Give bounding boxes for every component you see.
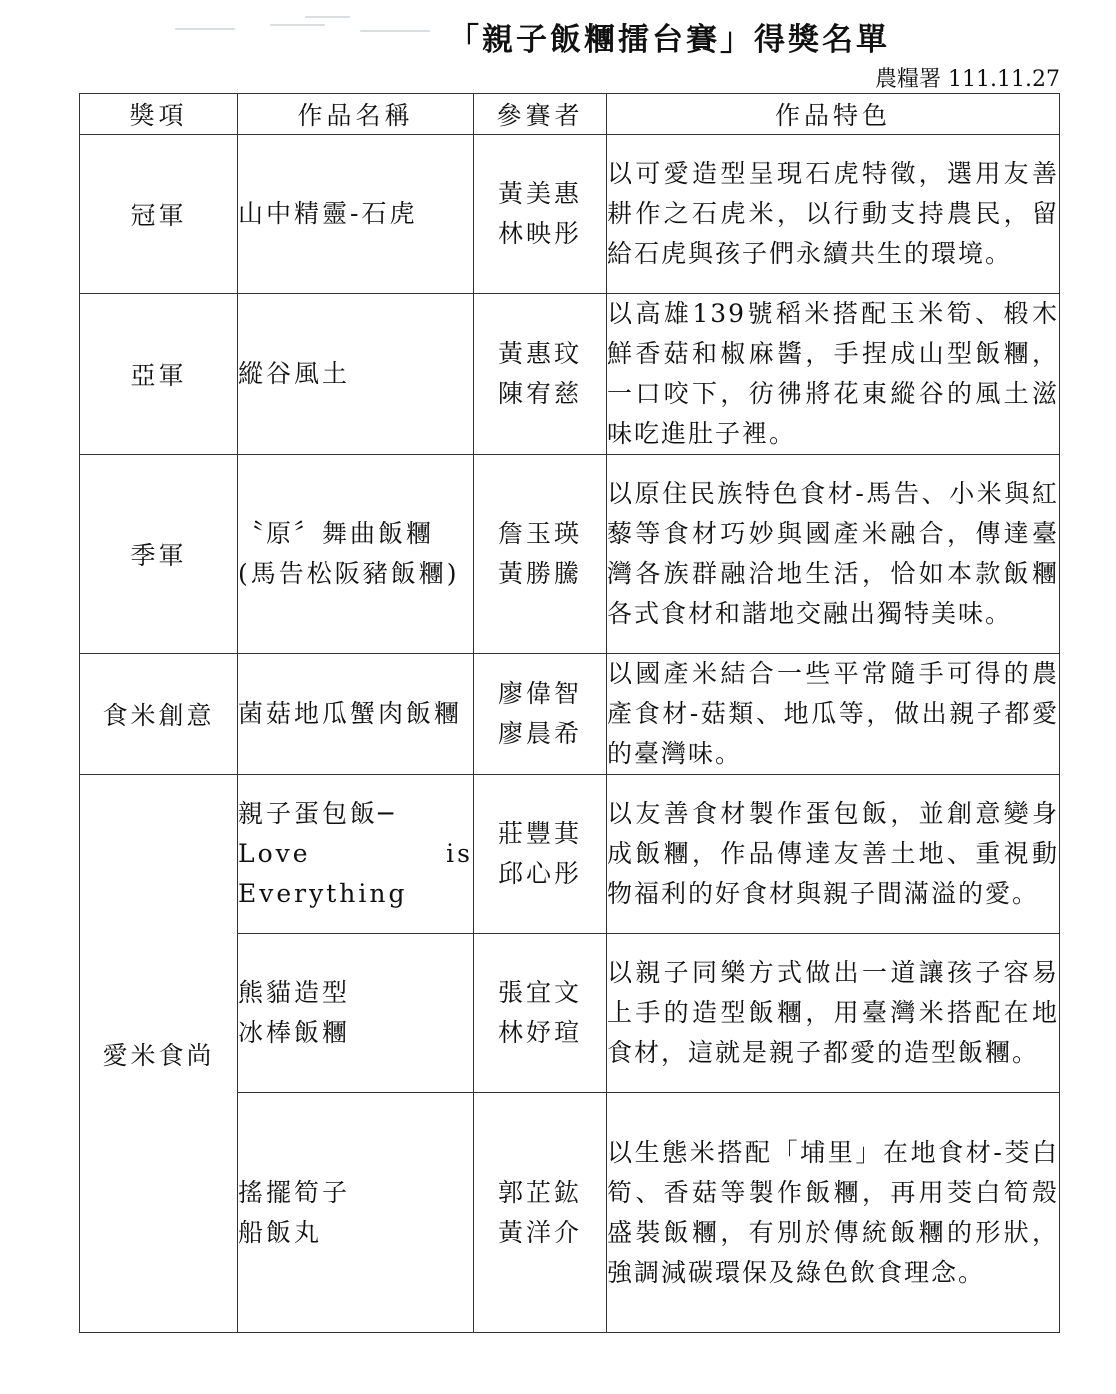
features-cell: 以友善食材製作蛋包飯，並創意變身成飯糰，作品傳達友善土地、重視動物福利的好食材與親子間滿溢的愛。 — [607, 775, 1060, 934]
award-cell: 食米創意 — [80, 654, 238, 775]
work-name-line: 冰棒飯糰 — [238, 1018, 351, 1047]
awards-table — [79, 93, 1060, 1333]
participant-name: 黃洋介 — [497, 1217, 582, 1247]
header-features: 作品特色 — [607, 94, 1060, 135]
award-cell: 冠軍 — [80, 135, 238, 294]
participant-name: 黃勝騰 — [497, 559, 582, 588]
table-row — [80, 294, 1060, 455]
work-name-line: 親子蛋包飯─ — [238, 799, 397, 828]
header-award: 獎項 — [80, 94, 238, 135]
participant-name: 林映彤 — [497, 219, 582, 248]
participant-name: 詹玉瑛 — [497, 519, 582, 548]
work-name-cell — [238, 934, 474, 1093]
participant-name: 黃美惠 — [497, 179, 582, 208]
participants-cell — [474, 775, 607, 934]
award-cell: 愛米食尚 — [80, 775, 238, 1333]
faint-header-marks — [175, 14, 455, 44]
participants-cell — [474, 135, 607, 294]
participant-name: 廖晨希 — [497, 719, 582, 748]
work-name-line: 船飯丸 — [238, 1217, 323, 1247]
features-cell: 以親子同樂方式做出一道讓孩子容易上手的造型飯糰，用臺灣米搭配在地食材，這就是親子都愛的造型飯糰。 — [607, 934, 1060, 1093]
participant-name: 莊豐萁 — [497, 819, 582, 848]
work-name-line: Love is — [238, 839, 473, 868]
participants-cell — [474, 654, 607, 775]
award-cell: 季軍 — [80, 455, 238, 654]
features-cell: 以國產米結合一些平常隨手可得的農產食材-菇類、地瓜等，做出親子都愛的臺灣味。 — [607, 654, 1060, 775]
participant-name: 張宜文 — [497, 978, 582, 1007]
features-cell: 以生態米搭配「埔里」在地食材-茭白筍、香菇等製作飯糰，再用茭白筍殼盛裝飯糰，有別於傳統飯糰的形狀，強調減碳環保及綠色飲食理念。 — [607, 1093, 1060, 1333]
table-row — [80, 654, 1060, 775]
work-name-cell: 縱谷風土 — [238, 294, 474, 455]
participants-cell — [474, 934, 607, 1093]
features-cell: 以可愛造型呈現石虎特徵，選用友善耕作之石虎米，以行動支持農民，留給石虎與孩子們永續共生的環境。 — [607, 135, 1060, 294]
participants-cell — [474, 455, 607, 654]
participant-name: 黃惠玟 — [497, 339, 582, 368]
work-name-cell — [238, 1093, 474, 1333]
page-title: 「親子飯糰擂台賽」得獎名單 — [448, 22, 890, 58]
work-name-line: 熊貓造型 — [238, 978, 351, 1007]
work-name-line: Everything — [238, 879, 408, 908]
work-name-cell: 菌菇地瓜蟹肉飯糰 — [238, 654, 474, 775]
participants-cell — [474, 1093, 607, 1333]
agency-date: 農糧署 111.11.27 — [875, 67, 1060, 92]
table-row — [80, 135, 1060, 294]
participant-name: 陳宥慈 — [497, 379, 582, 408]
participant-name: 廖偉智 — [497, 679, 582, 708]
work-name-cell: 〝原〞舞曲飯糰(馬告松阪豬飯糰) — [238, 455, 474, 654]
features-cell: 以高雄139號稻米搭配玉米筍、椴木鮮香菇和椒麻醬，手捏成山型飯糰，一口咬下，彷彿將花東縱谷的風土滋味吃進肚子裡。 — [607, 294, 1060, 455]
participant-name: 邱心彤 — [497, 859, 582, 888]
participants-cell — [474, 294, 607, 455]
work-name-cell: 山中精靈-石虎 — [238, 135, 474, 294]
work-name-cell — [238, 775, 474, 934]
header-participants: 參賽者 — [474, 94, 607, 135]
participant-name: 郭芷鈜 — [497, 1177, 582, 1207]
participant-name: 林妤瑄 — [497, 1018, 582, 1047]
table-row — [80, 455, 1060, 654]
header-work-name: 作品名稱 — [238, 94, 474, 135]
work-name-line: 搖擺筍子 — [238, 1177, 351, 1207]
award-cell: 亞軍 — [80, 294, 238, 455]
table-row — [80, 775, 1060, 934]
features-cell: 以原住民族特色食材-馬告、小米與紅藜等食材巧妙與國產米融合，傳達臺灣各族群融洽地生活，恰如本款飯糰各式食材和諧地交融出獨特美味。 — [607, 455, 1060, 654]
table-header-row — [80, 94, 1060, 135]
